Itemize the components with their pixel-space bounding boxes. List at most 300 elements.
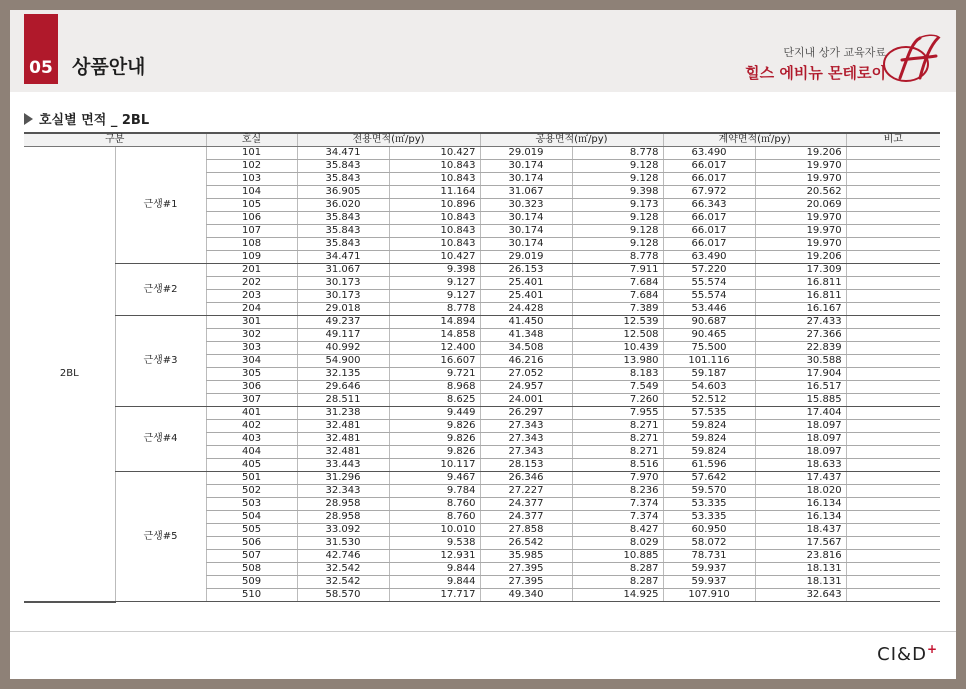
contract-py-cell: 18.020 [755, 485, 846, 498]
contract-py-cell: 18.437 [755, 524, 846, 537]
exclusive-m2-cell: 49.237 [297, 316, 389, 329]
exclusive-py-cell: 9.784 [389, 485, 480, 498]
contract-m2-cell: 61.596 [663, 459, 755, 472]
exclusive-m2-cell: 31.238 [297, 407, 389, 420]
exclusive-m2-cell: 35.843 [297, 225, 389, 238]
common-m2-cell: 30.174 [480, 160, 572, 173]
header-exclusive-area: 전용면적(㎡/py) [297, 133, 480, 147]
exclusive-py-cell: 10.843 [389, 225, 480, 238]
contract-py-cell: 27.433 [755, 316, 846, 329]
contract-m2-cell: 55.574 [663, 277, 755, 290]
contract-py-cell: 17.567 [755, 537, 846, 550]
table-row [24, 316, 940, 329]
common-py-cell: 7.374 [572, 498, 663, 511]
contract-m2-cell: 59.570 [663, 485, 755, 498]
contract-m2-cell: 66.343 [663, 199, 755, 212]
common-m2-cell: 27.343 [480, 433, 572, 446]
common-m2-cell: 24.001 [480, 394, 572, 407]
remarks-cell [846, 160, 940, 173]
unit-number-cell: 102 [206, 160, 297, 173]
common-m2-cell: 27.858 [480, 524, 572, 537]
common-py-cell: 8.029 [572, 537, 663, 550]
contract-py-cell: 18.131 [755, 563, 846, 576]
exclusive-m2-cell: 32.542 [297, 563, 389, 576]
contract-py-cell: 17.309 [755, 264, 846, 277]
common-m2-cell: 26.153 [480, 264, 572, 277]
contract-m2-cell: 63.490 [663, 147, 755, 160]
remarks-cell [846, 498, 940, 511]
contract-m2-cell: 57.220 [663, 264, 755, 277]
contract-py-cell: 22.839 [755, 342, 846, 355]
common-py-cell: 8.427 [572, 524, 663, 537]
exclusive-m2-cell: 32.135 [297, 368, 389, 381]
contract-py-cell: 19.970 [755, 173, 846, 186]
common-py-cell: 8.287 [572, 563, 663, 576]
exclusive-py-cell: 14.894 [389, 316, 480, 329]
contract-py-cell: 27.366 [755, 329, 846, 342]
group-cell: 근생#4 [115, 407, 206, 472]
exclusive-m2-cell: 36.905 [297, 186, 389, 199]
exclusive-py-cell: 9.826 [389, 446, 480, 459]
group-cell: 근생#2 [115, 264, 206, 316]
common-m2-cell: 30.174 [480, 173, 572, 186]
contract-m2-cell: 59.187 [663, 368, 755, 381]
common-m2-cell: 27.227 [480, 485, 572, 498]
contract-m2-cell: 66.017 [663, 225, 755, 238]
common-py-cell: 10.439 [572, 342, 663, 355]
exclusive-m2-cell: 30.173 [297, 290, 389, 303]
remarks-cell [846, 316, 940, 329]
unit-number-cell: 106 [206, 212, 297, 225]
contract-m2-cell: 90.687 [663, 316, 755, 329]
unit-number-cell: 504 [206, 511, 297, 524]
contract-m2-cell: 58.072 [663, 537, 755, 550]
common-py-cell: 7.970 [572, 472, 663, 485]
common-py-cell: 8.287 [572, 576, 663, 589]
contract-m2-cell: 75.500 [663, 342, 755, 355]
table-row [24, 472, 940, 485]
unit-number-cell: 101 [206, 147, 297, 160]
header-remarks: 비고 [846, 133, 940, 147]
contract-m2-cell: 101.116 [663, 355, 755, 368]
exclusive-py-cell: 8.760 [389, 498, 480, 511]
exclusive-py-cell: 9.398 [389, 264, 480, 277]
exclusive-py-cell: 9.127 [389, 290, 480, 303]
header-category: 구분 [24, 133, 206, 147]
common-m2-cell: 27.395 [480, 576, 572, 589]
hills-avenue-logo [880, 32, 942, 86]
contract-py-cell: 32.643 [755, 589, 846, 602]
remarks-cell [846, 537, 940, 550]
contract-py-cell: 18.097 [755, 433, 846, 446]
group-cell: 근생#3 [115, 316, 206, 407]
unit-number-cell: 105 [206, 199, 297, 212]
exclusive-m2-cell: 35.843 [297, 173, 389, 186]
header-unit: 호실 [206, 133, 297, 147]
contract-m2-cell: 57.642 [663, 472, 755, 485]
remarks-cell [846, 225, 940, 238]
common-py-cell: 10.885 [572, 550, 663, 563]
contract-m2-cell: 52.512 [663, 394, 755, 407]
common-py-cell: 7.684 [572, 290, 663, 303]
common-m2-cell: 30.323 [480, 199, 572, 212]
exclusive-py-cell: 9.826 [389, 420, 480, 433]
group-cell: 근생#5 [115, 472, 206, 602]
contract-py-cell: 19.970 [755, 160, 846, 173]
header-brand-name: 힐스 에비뉴 몬테로이 [745, 64, 886, 82]
remarks-cell [846, 511, 940, 524]
common-py-cell: 9.128 [572, 173, 663, 186]
exclusive-m2-cell: 31.296 [297, 472, 389, 485]
remarks-cell [846, 212, 940, 225]
common-m2-cell: 41.450 [480, 316, 572, 329]
unit-number-cell: 509 [206, 576, 297, 589]
common-py-cell: 7.389 [572, 303, 663, 316]
common-m2-cell: 34.508 [480, 342, 572, 355]
remarks-cell [846, 459, 940, 472]
unit-number-cell: 506 [206, 537, 297, 550]
contract-m2-cell: 59.824 [663, 420, 755, 433]
remarks-cell [846, 342, 940, 355]
common-py-cell: 9.173 [572, 199, 663, 212]
remarks-cell [846, 381, 940, 394]
contract-py-cell: 16.134 [755, 498, 846, 511]
contract-m2-cell: 53.335 [663, 498, 755, 511]
contract-m2-cell: 59.824 [663, 446, 755, 459]
exclusive-m2-cell: 28.511 [297, 394, 389, 407]
contract-py-cell: 16.811 [755, 277, 846, 290]
common-m2-cell: 24.428 [480, 303, 572, 316]
remarks-cell [846, 485, 940, 498]
contract-m2-cell: 66.017 [663, 160, 755, 173]
exclusive-py-cell: 9.844 [389, 576, 480, 589]
triangle-bullet-icon [24, 113, 33, 125]
remarks-cell [846, 446, 940, 459]
exclusive-m2-cell: 42.746 [297, 550, 389, 563]
common-m2-cell: 49.340 [480, 589, 572, 602]
remarks-cell [846, 368, 940, 381]
unit-number-cell: 404 [206, 446, 297, 459]
contract-py-cell: 19.206 [755, 251, 846, 264]
exclusive-m2-cell: 34.471 [297, 251, 389, 264]
unit-number-cell: 107 [206, 225, 297, 238]
group-cell: 근생#1 [115, 147, 206, 264]
contract-m2-cell: 78.731 [663, 550, 755, 563]
exclusive-m2-cell: 35.843 [297, 238, 389, 251]
contract-m2-cell: 66.017 [663, 173, 755, 186]
contract-py-cell: 18.131 [755, 576, 846, 589]
unit-number-cell: 103 [206, 173, 297, 186]
exclusive-py-cell: 9.467 [389, 472, 480, 485]
block-cell: 2BL [24, 147, 115, 602]
contract-m2-cell: 55.574 [663, 290, 755, 303]
remarks-cell [846, 199, 940, 212]
exclusive-py-cell: 10.843 [389, 238, 480, 251]
contract-py-cell: 30.588 [755, 355, 846, 368]
section-heading-text: 호실별 면적 _ 2BL [39, 113, 150, 128]
common-py-cell: 8.271 [572, 446, 663, 459]
exclusive-py-cell: 10.117 [389, 459, 480, 472]
remarks-cell [846, 238, 940, 251]
remarks-cell [846, 433, 940, 446]
exclusive-m2-cell: 35.843 [297, 160, 389, 173]
table-header-row [24, 133, 940, 147]
exclusive-m2-cell: 28.958 [297, 498, 389, 511]
remarks-cell [846, 355, 940, 368]
unit-number-cell: 306 [206, 381, 297, 394]
common-m2-cell: 31.067 [480, 186, 572, 199]
remarks-cell [846, 264, 940, 277]
common-py-cell: 12.508 [572, 329, 663, 342]
common-py-cell: 8.271 [572, 420, 663, 433]
common-py-cell: 9.128 [572, 160, 663, 173]
remarks-cell [846, 147, 940, 160]
common-py-cell: 7.684 [572, 277, 663, 290]
contract-py-cell: 17.404 [755, 407, 846, 420]
contract-py-cell: 15.885 [755, 394, 846, 407]
exclusive-m2-cell: 32.343 [297, 485, 389, 498]
exclusive-py-cell: 10.843 [389, 212, 480, 225]
contract-py-cell: 18.097 [755, 420, 846, 433]
remarks-cell [846, 576, 940, 589]
unit-number-cell: 108 [206, 238, 297, 251]
unit-number-cell: 403 [206, 433, 297, 446]
exclusive-py-cell: 9.127 [389, 277, 480, 290]
contract-m2-cell: 66.017 [663, 212, 755, 225]
common-py-cell: 8.236 [572, 485, 663, 498]
exclusive-m2-cell: 31.530 [297, 537, 389, 550]
remarks-cell [846, 420, 940, 433]
exclusive-m2-cell: 58.570 [297, 589, 389, 602]
contract-py-cell: 16.811 [755, 290, 846, 303]
exclusive-m2-cell: 32.542 [297, 576, 389, 589]
contract-py-cell: 23.816 [755, 550, 846, 563]
unit-number-cell: 405 [206, 459, 297, 472]
header-contract-area: 계약면적(㎡/py) [663, 133, 846, 147]
unit-number-cell: 510 [206, 589, 297, 602]
contract-py-cell: 19.970 [755, 238, 846, 251]
common-m2-cell: 29.019 [480, 251, 572, 264]
unit-number-cell: 204 [206, 303, 297, 316]
contract-py-cell: 16.134 [755, 511, 846, 524]
exclusive-py-cell: 12.400 [389, 342, 480, 355]
common-m2-cell: 41.348 [480, 329, 572, 342]
exclusive-m2-cell: 49.117 [297, 329, 389, 342]
page-header [10, 10, 956, 92]
remarks-cell [846, 589, 940, 602]
common-py-cell: 9.128 [572, 212, 663, 225]
unit-number-cell: 502 [206, 485, 297, 498]
common-py-cell: 9.398 [572, 186, 663, 199]
remarks-cell [846, 251, 940, 264]
exclusive-m2-cell: 29.646 [297, 381, 389, 394]
exclusive-py-cell: 16.607 [389, 355, 480, 368]
exclusive-py-cell: 8.760 [389, 511, 480, 524]
exclusive-py-cell: 10.427 [389, 147, 480, 160]
common-py-cell: 14.925 [572, 589, 663, 602]
remarks-cell [846, 394, 940, 407]
common-m2-cell: 30.174 [480, 212, 572, 225]
unit-number-cell: 202 [206, 277, 297, 290]
unit-number-cell: 304 [206, 355, 297, 368]
exclusive-py-cell: 9.826 [389, 433, 480, 446]
common-m2-cell: 24.377 [480, 511, 572, 524]
common-py-cell: 13.980 [572, 355, 663, 368]
unit-number-cell: 109 [206, 251, 297, 264]
remarks-cell [846, 173, 940, 186]
exclusive-m2-cell: 29.018 [297, 303, 389, 316]
contract-m2-cell: 59.824 [663, 433, 755, 446]
common-m2-cell: 26.346 [480, 472, 572, 485]
section-number: 05 [29, 58, 53, 78]
exclusive-m2-cell: 33.443 [297, 459, 389, 472]
common-py-cell: 8.516 [572, 459, 663, 472]
unit-number-cell: 507 [206, 550, 297, 563]
unit-number-cell: 301 [206, 316, 297, 329]
table-row [24, 407, 940, 420]
remarks-cell [846, 303, 940, 316]
common-py-cell: 7.911 [572, 264, 663, 277]
exclusive-m2-cell: 40.992 [297, 342, 389, 355]
exclusive-m2-cell: 54.900 [297, 355, 389, 368]
unit-number-cell: 401 [206, 407, 297, 420]
contract-py-cell: 20.069 [755, 199, 846, 212]
unit-number-cell: 402 [206, 420, 297, 433]
remarks-cell [846, 550, 940, 563]
common-m2-cell: 27.052 [480, 368, 572, 381]
document-page [10, 10, 956, 679]
header-common-area: 공용면적(㎡/py) [480, 133, 663, 147]
exclusive-py-cell: 10.010 [389, 524, 480, 537]
contract-py-cell: 16.517 [755, 381, 846, 394]
section-number-badge [24, 14, 58, 84]
common-m2-cell: 46.216 [480, 355, 572, 368]
common-m2-cell: 26.542 [480, 537, 572, 550]
unit-number-cell: 503 [206, 498, 297, 511]
unit-area-table [24, 132, 940, 603]
exclusive-py-cell: 17.717 [389, 589, 480, 602]
remarks-cell [846, 524, 940, 537]
contract-py-cell: 18.097 [755, 446, 846, 459]
contract-m2-cell: 54.603 [663, 381, 755, 394]
common-m2-cell: 27.343 [480, 446, 572, 459]
contract-py-cell: 17.904 [755, 368, 846, 381]
exclusive-py-cell: 9.721 [389, 368, 480, 381]
contract-m2-cell: 53.335 [663, 511, 755, 524]
contract-m2-cell: 67.972 [663, 186, 755, 199]
unit-number-cell: 303 [206, 342, 297, 355]
remarks-cell [846, 329, 940, 342]
contract-m2-cell: 107.910 [663, 589, 755, 602]
cid-logo-text: CI&D [877, 644, 927, 665]
contract-m2-cell: 59.937 [663, 563, 755, 576]
exclusive-m2-cell: 28.958 [297, 511, 389, 524]
exclusive-py-cell: 8.625 [389, 394, 480, 407]
contract-py-cell: 19.970 [755, 225, 846, 238]
exclusive-m2-cell: 31.067 [297, 264, 389, 277]
common-m2-cell: 26.297 [480, 407, 572, 420]
exclusive-m2-cell: 32.481 [297, 420, 389, 433]
exclusive-m2-cell: 34.471 [297, 147, 389, 160]
contract-py-cell: 16.167 [755, 303, 846, 316]
common-py-cell: 8.778 [572, 147, 663, 160]
exclusive-m2-cell: 35.843 [297, 212, 389, 225]
contract-m2-cell: 60.950 [663, 524, 755, 537]
contract-m2-cell: 53.446 [663, 303, 755, 316]
section-heading [24, 109, 149, 128]
common-py-cell: 8.271 [572, 433, 663, 446]
common-py-cell: 8.183 [572, 368, 663, 381]
unit-number-cell: 508 [206, 563, 297, 576]
remarks-cell [846, 407, 940, 420]
unit-number-cell: 104 [206, 186, 297, 199]
page-title: 상품안내 [72, 56, 146, 78]
unit-number-cell: 307 [206, 394, 297, 407]
exclusive-py-cell: 12.931 [389, 550, 480, 563]
common-m2-cell: 25.401 [480, 277, 572, 290]
exclusive-py-cell: 14.858 [389, 329, 480, 342]
exclusive-py-cell: 9.844 [389, 563, 480, 576]
unit-number-cell: 505 [206, 524, 297, 537]
remarks-cell [846, 472, 940, 485]
exclusive-py-cell: 10.843 [389, 160, 480, 173]
contract-m2-cell: 90.465 [663, 329, 755, 342]
table-row [24, 147, 940, 160]
remarks-cell [846, 563, 940, 576]
contract-m2-cell: 57.535 [663, 407, 755, 420]
contract-py-cell: 18.633 [755, 459, 846, 472]
common-m2-cell: 30.174 [480, 238, 572, 251]
common-py-cell: 7.549 [572, 381, 663, 394]
cid-logo [877, 642, 938, 665]
exclusive-py-cell: 10.843 [389, 173, 480, 186]
exclusive-py-cell: 10.427 [389, 251, 480, 264]
cid-logo-plus: + [926, 642, 938, 656]
exclusive-py-cell: 8.968 [389, 381, 480, 394]
contract-py-cell: 19.970 [755, 212, 846, 225]
common-py-cell: 7.260 [572, 394, 663, 407]
contract-m2-cell: 59.937 [663, 576, 755, 589]
remarks-cell [846, 186, 940, 199]
table-row [24, 264, 940, 277]
common-py-cell: 7.374 [572, 511, 663, 524]
common-py-cell: 12.539 [572, 316, 663, 329]
unit-number-cell: 501 [206, 472, 297, 485]
contract-m2-cell: 63.490 [663, 251, 755, 264]
exclusive-py-cell: 10.896 [389, 199, 480, 212]
contract-py-cell: 20.562 [755, 186, 846, 199]
unit-number-cell: 203 [206, 290, 297, 303]
exclusive-py-cell: 11.164 [389, 186, 480, 199]
common-py-cell: 9.128 [572, 225, 663, 238]
common-py-cell: 7.955 [572, 407, 663, 420]
common-m2-cell: 29.019 [480, 147, 572, 160]
exclusive-m2-cell: 36.020 [297, 199, 389, 212]
common-m2-cell: 35.985 [480, 550, 572, 563]
common-m2-cell: 24.377 [480, 498, 572, 511]
common-py-cell: 9.128 [572, 238, 663, 251]
common-m2-cell: 24.957 [480, 381, 572, 394]
exclusive-py-cell: 8.778 [389, 303, 480, 316]
common-m2-cell: 28.153 [480, 459, 572, 472]
exclusive-py-cell: 9.449 [389, 407, 480, 420]
common-m2-cell: 25.401 [480, 290, 572, 303]
contract-py-cell: 17.437 [755, 472, 846, 485]
contract-m2-cell: 66.017 [663, 238, 755, 251]
exclusive-m2-cell: 30.173 [297, 277, 389, 290]
common-m2-cell: 30.174 [480, 225, 572, 238]
unit-number-cell: 302 [206, 329, 297, 342]
